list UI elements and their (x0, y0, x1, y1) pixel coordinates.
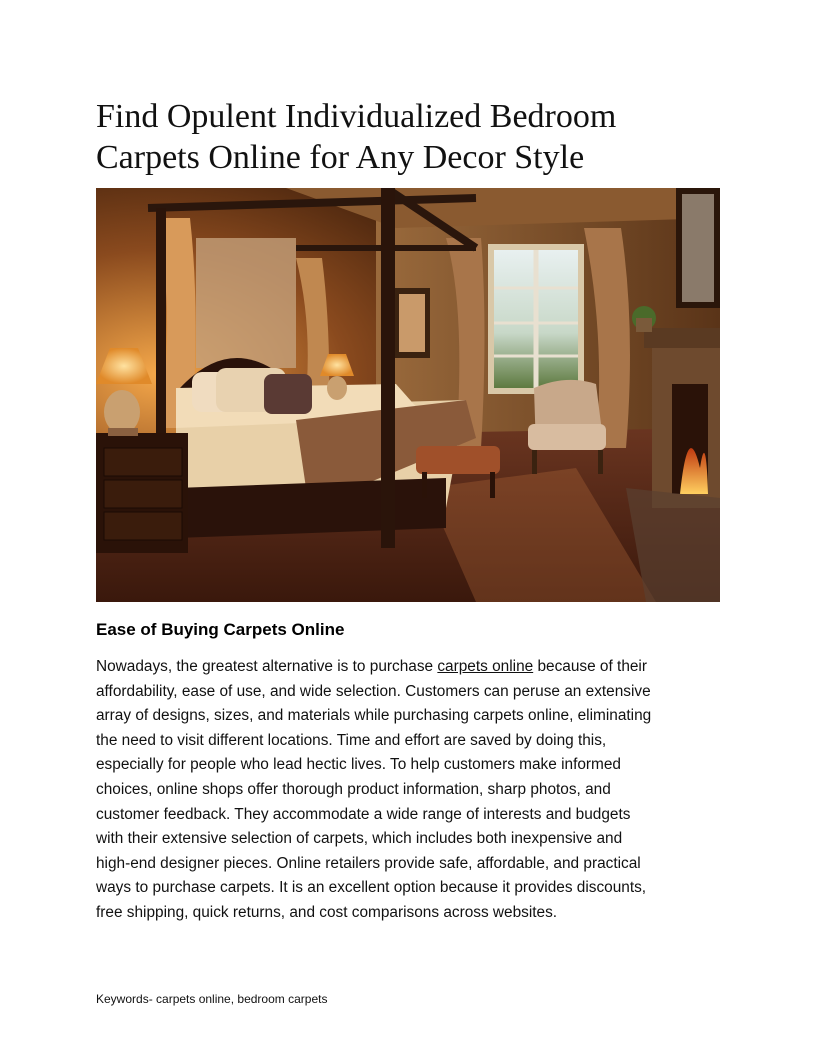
paragraph-line: ways to purchase carpets. It is an excellent option because it provides discounts, (96, 879, 647, 897)
line1-after-link: because of their (533, 658, 647, 675)
body-paragraph (96, 655, 726, 926)
carpets-online-link[interactable]: carpets online (437, 658, 534, 675)
section-heading: Ease of Buying Carpets Online (96, 620, 345, 639)
title-line-2: Carpets Online for Any Decor Style (96, 139, 585, 176)
paragraph-line: customer feedback. They accommodate a wide range of interests and budgets (96, 805, 631, 823)
paragraph-line: the need to visit different locations. Time and effort are saved by doing this, (96, 731, 607, 749)
title-line-1: Find Opulent Individualized Bedroom (96, 98, 617, 135)
paragraph-line: free shipping, quick returns, and cost comparisons across websites. (96, 903, 558, 921)
paragraph-line: affordability, ease of use, and wide selection. Customers can peruse an extensive (96, 682, 651, 700)
paragraph-line: choices, online shops offer thorough product information, sharp photos, and (96, 780, 611, 798)
paragraph-line: with their extensive selection of carpets, which includes both inexpensive and (96, 830, 623, 848)
paragraph-line: array of designs, sizes, and materials while purchasing carpets online, eliminating (96, 707, 652, 725)
document-title (96, 96, 736, 178)
paragraph-line-1 (96, 655, 726, 680)
keywords-footer: Keywords- carpets online, bedroom carpets (96, 992, 328, 1006)
bedroom-photo (96, 188, 720, 602)
paragraph-line: high-end designer pieces. Online retailers provide safe, affordable, and practical (96, 854, 641, 872)
paragraph-line: especially for people who lead hectic lives. To help customers make informed (96, 756, 621, 774)
line1-before-link: Nowadays, the greatest alternative is to purchase (96, 658, 438, 675)
